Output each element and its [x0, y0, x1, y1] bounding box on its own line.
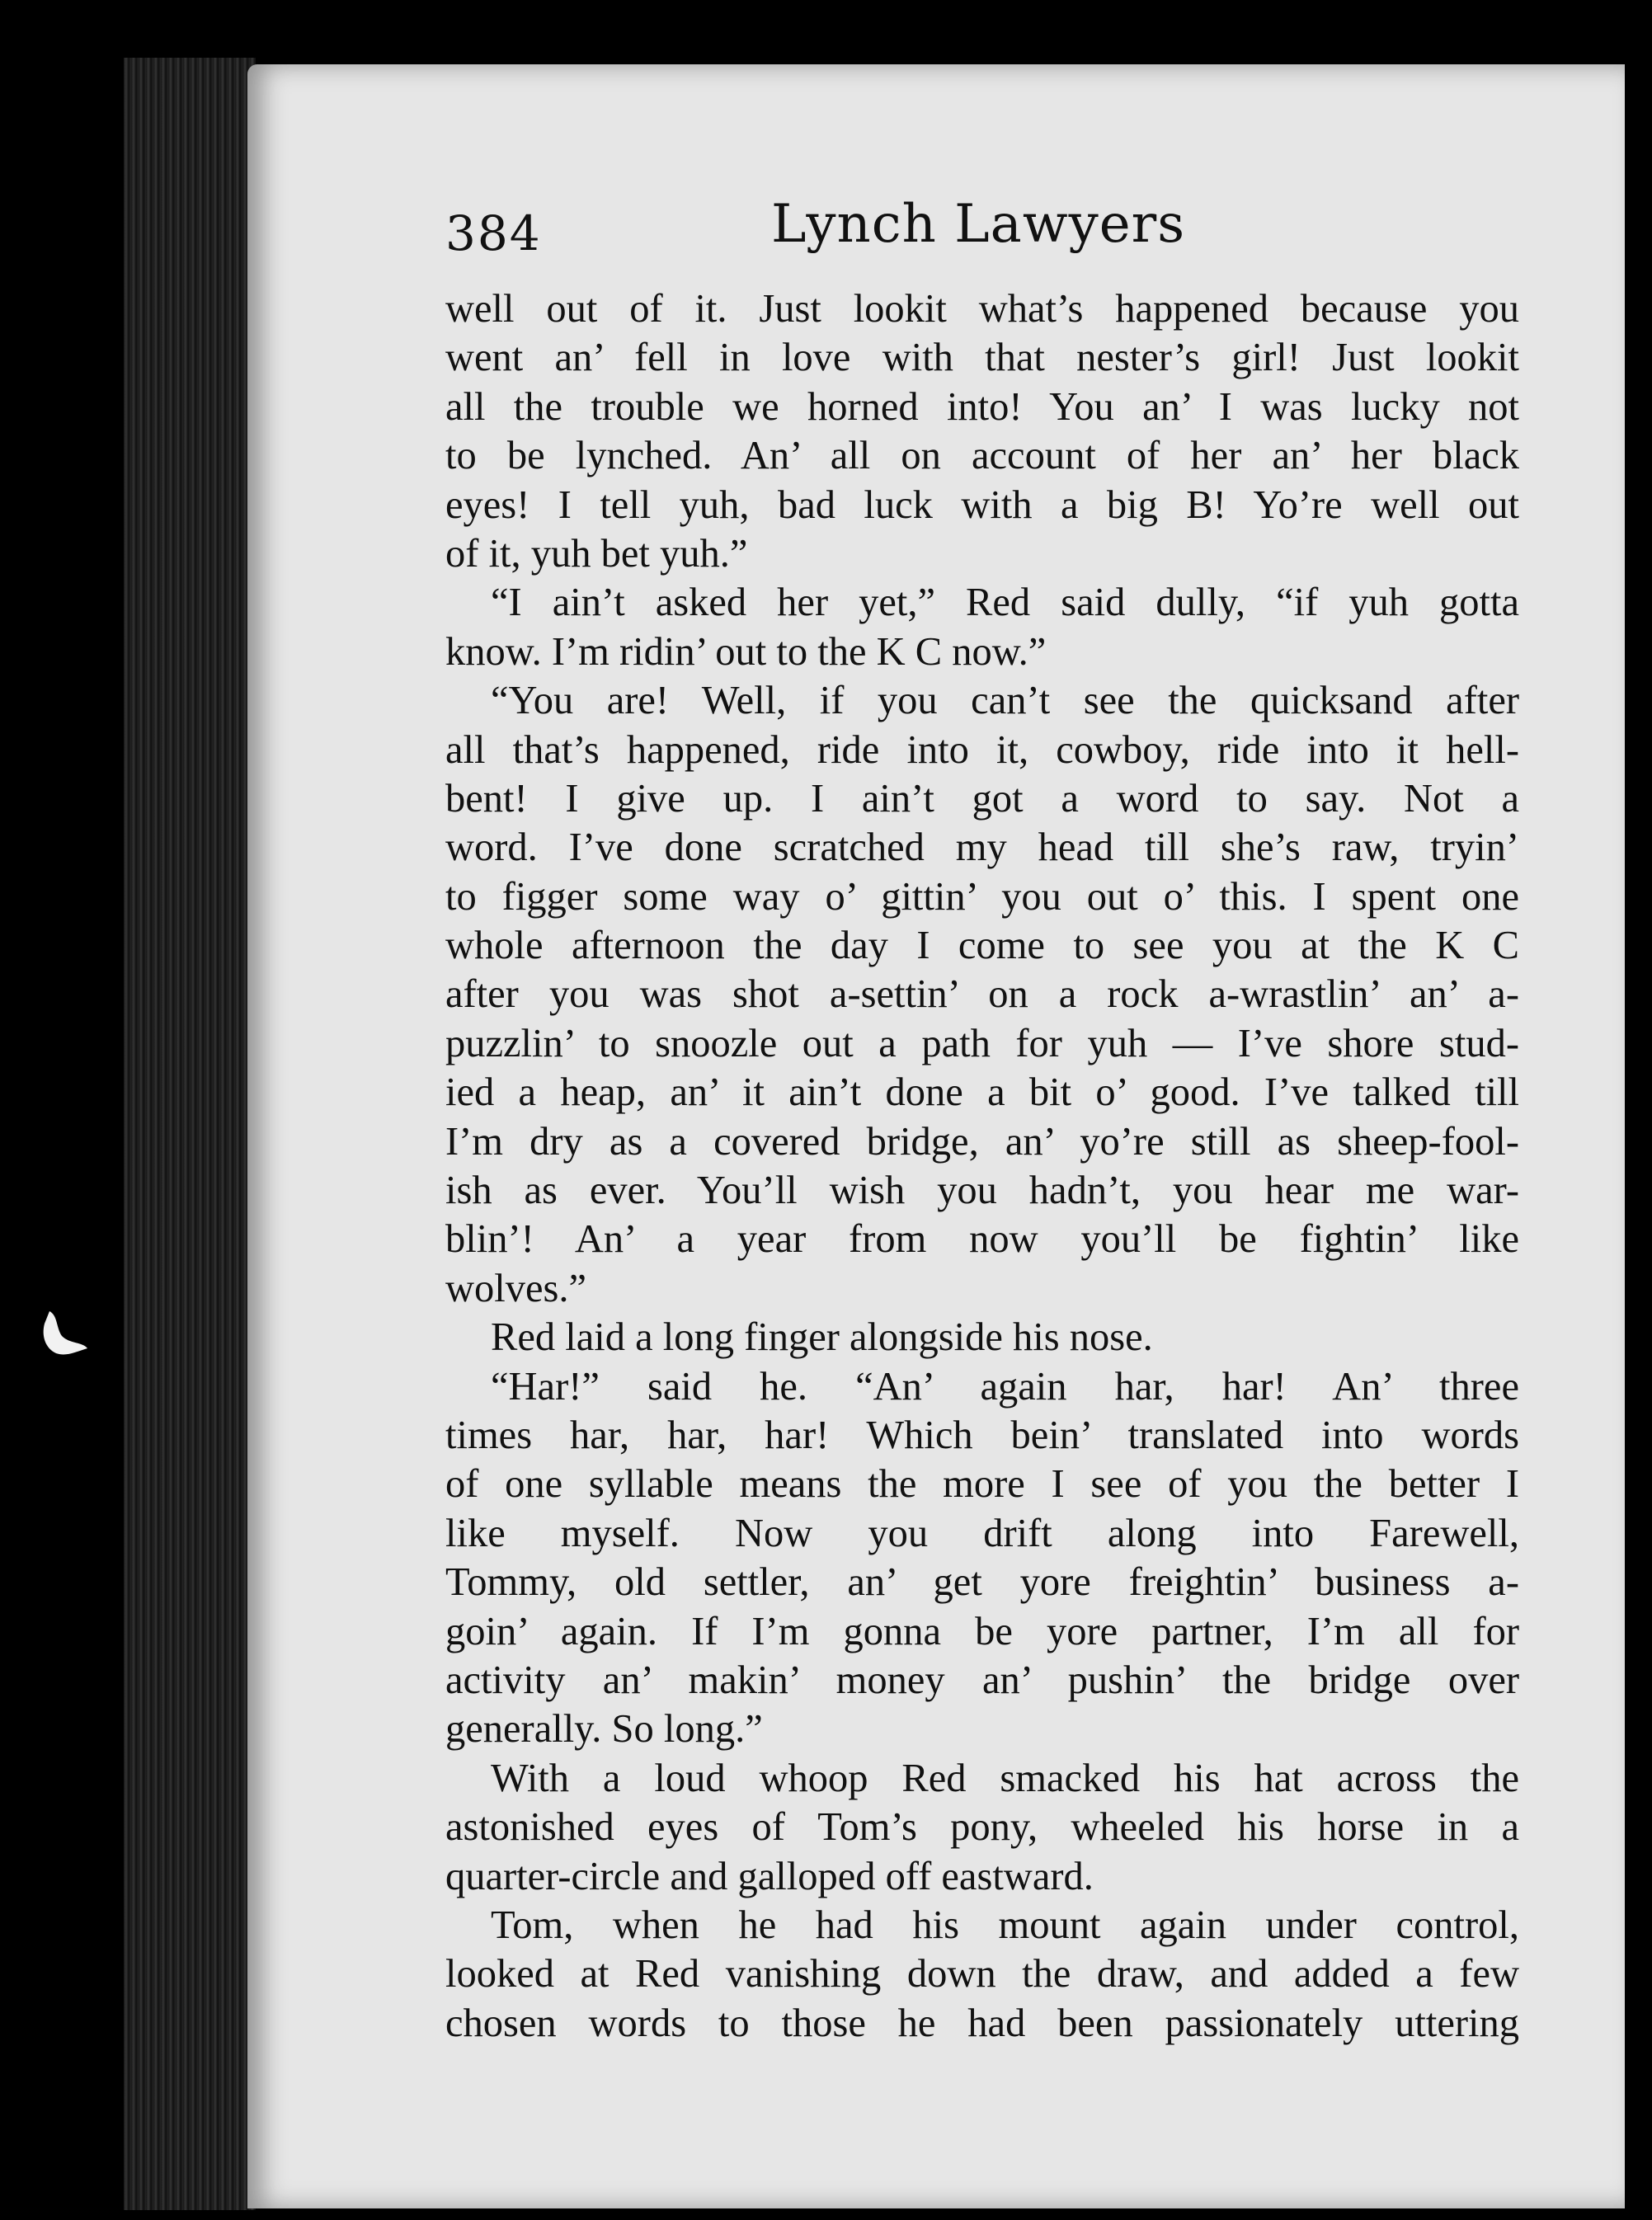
text-line: word. I’ve done scratched my head till she’s raw, tryin’ [445, 825, 1519, 870]
text-line: of one syllable means the more I see of you the better I [445, 1462, 1519, 1507]
text-line: Red laid a long finger alongside his nose. [491, 1315, 1153, 1360]
text-line: after you was shot a-settin’ on a rock a-wrastlin’ an’ a- [445, 972, 1519, 1017]
text-line: of it, yuh bet yuh.” [445, 531, 748, 576]
text-line: well out of it. Just lookit what’s happened because you [445, 287, 1519, 331]
text-line: to be lynched. An’ all on account of her an’ her black [445, 434, 1519, 478]
text-line: like myself. Now you drift along into Farewell, [445, 1511, 1519, 1555]
text-line: activity an’ makin’ money an’ pushin’ the bridge over [445, 1658, 1519, 1702]
page-header [445, 194, 1534, 276]
text-line: all that’s happened, ride into it, cowboy, ride into it hell- [445, 727, 1519, 772]
text-line: “You are! Well, if you can’t see the quicksand after [491, 679, 1519, 723]
text-line: know. I’m ridin’ out to the K C now.” [445, 629, 1047, 674]
text-line: astonished eyes of Tom’s pony, wheeled his horse in a [445, 1805, 1519, 1850]
text-line: times har, har, har! Which bein’ translated into words [445, 1413, 1519, 1457]
text-line: went an’ fell in love with that nester’s girl! Just lookit [445, 336, 1519, 380]
text-line: eyes! I tell yuh, bad luck with a big B! Yo’re well out [445, 482, 1519, 527]
text-line: ied a heap, an’ it ain’t done a bit o’ good. I’ve talked till [445, 1070, 1519, 1115]
text-line: With a loud whoop Red smacked his hat across the [491, 1756, 1519, 1800]
text-line: puzzlin’ to snoozle out a path for yuh — I’ve shore stud- [445, 1021, 1519, 1065]
text-line: chosen words to those he had been passionately uttering [445, 2001, 1519, 2045]
page-number: 384 [445, 205, 542, 261]
text-line: ish as ever. You’ll wish you hadn’t, you hear me war- [445, 1169, 1519, 1213]
text-line: to figger some way o’ gittin’ you out o’ this. I spent one [445, 874, 1519, 919]
text-line: whole afternoon the day I come to see you at the K C [445, 924, 1519, 968]
text-line: I’m dry as a covered bridge, an’ yo’re still as sheep-fool- [445, 1119, 1519, 1164]
running-title: Lynch Lawyers [771, 194, 1186, 255]
text-line: wolves.” [445, 1266, 587, 1310]
book-spine-edge [124, 58, 256, 2210]
text-line: quarter-circle and galloped off eastward. [445, 1854, 1094, 1898]
text-line: Tom, when he had his mount again under control, [491, 1903, 1519, 1947]
text-line: generally. So long.” [445, 1707, 763, 1752]
text-line: looked at Red vanishing down the draw, and added a few [445, 1952, 1519, 1997]
text-line: blin’! An’ a year from now you’ll be fightin’ like [445, 1217, 1519, 1262]
text-line: bent! I give up. I ain’t got a word to say. Not a [445, 776, 1519, 821]
body-text [445, 285, 1519, 2048]
text-line: goin’ again. If I’m gonna be yore partner, I’m all for [445, 1609, 1519, 1653]
text-line: all the trouble we horned into! You an’ I was lucky not [445, 384, 1519, 429]
ink-smudge-mark [33, 1307, 91, 1365]
text-line: “I ain’t asked her yet,” Red said dully, “if yuh gotta [491, 581, 1519, 625]
text-line: Tommy, old settler, an’ get yore freightin’ business a- [445, 1560, 1519, 1605]
text-line: “Har!” said he. “An’ again har, har! An’ three [491, 1364, 1519, 1409]
